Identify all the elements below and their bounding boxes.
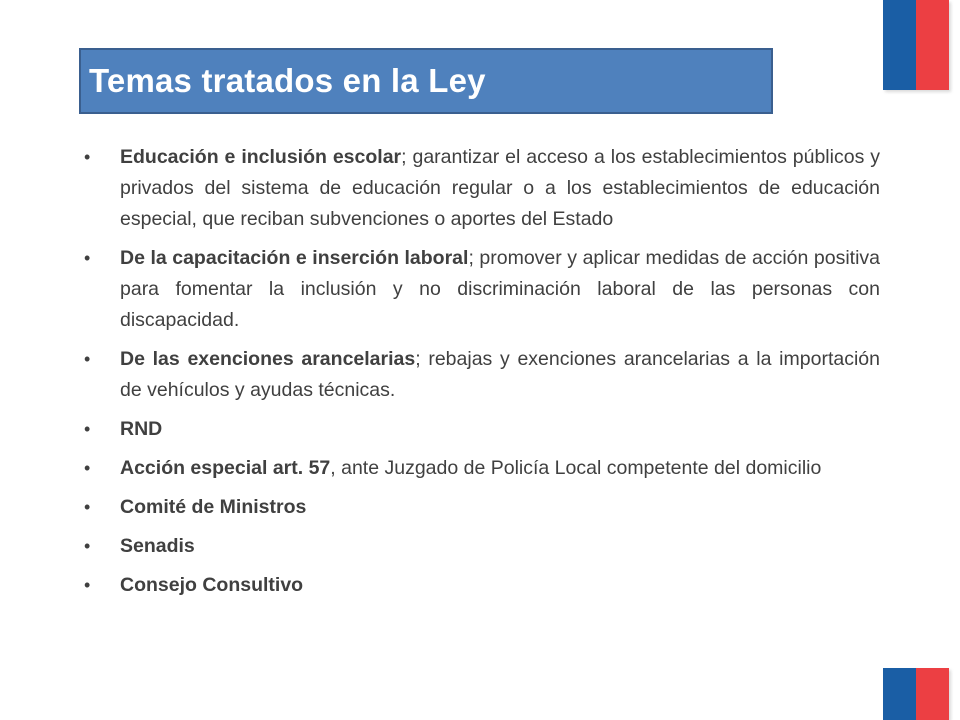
topics-list [84, 142, 880, 609]
list-item [84, 414, 880, 445]
title-banner [79, 48, 773, 114]
item-text: ; promover y aplicar medidas de acción positiva para fomentar la inclusión y no discriminación laboral de las personas con discapacidad. [120, 247, 881, 331]
item-text: ; garantizar el acceso a los establecimientos públicos y privados del sistema de educación regular o a los establecimientos de educación especial, que reciban subvenciones o aportes del Estado [120, 146, 880, 230]
item-heading: De la capacitación e inserción laboral [120, 247, 469, 269]
flag-red-stripe [916, 0, 949, 90]
bullet-icon: • [84, 248, 91, 268]
bullet-icon: • [84, 536, 91, 556]
list-item [84, 344, 880, 406]
flag-red-stripe [916, 668, 949, 720]
flag-blue-stripe [883, 668, 916, 720]
item-heading: RND [120, 418, 163, 440]
bullet-icon: • [84, 419, 91, 439]
item-heading: Consejo Consultivo [120, 574, 304, 596]
list-item [84, 453, 880, 484]
chile-flag-stripes-top [883, 0, 949, 90]
flag-blue-stripe [883, 0, 916, 90]
item-heading: Educación e inclusión escolar [120, 146, 402, 168]
list-item [84, 243, 880, 336]
list-item [84, 142, 880, 235]
item-heading: Acción especial art. 57 [120, 457, 331, 479]
item-text: ; rebajas y exenciones arancelarias a la importación de vehículos y ayudas técnicas. [120, 348, 880, 401]
item-heading: Comité de Ministros [120, 496, 307, 518]
bullet-icon: • [84, 575, 91, 595]
item-heading: De las exenciones arancelarias [120, 348, 416, 370]
list-item [84, 492, 880, 523]
bullet-icon: • [84, 458, 91, 478]
item-heading: Senadis [120, 535, 195, 557]
bullet-icon: • [84, 147, 91, 167]
list-item [84, 531, 880, 562]
bullet-icon: • [84, 349, 91, 369]
item-text: , ante Juzgado de Policía Local competente del domicilio [330, 457, 822, 479]
list-item [84, 570, 880, 601]
slide-title: Temas tratados en la Ley [89, 62, 486, 99]
bullet-icon: • [84, 497, 91, 517]
chile-flag-stripes-bottom [883, 668, 949, 720]
